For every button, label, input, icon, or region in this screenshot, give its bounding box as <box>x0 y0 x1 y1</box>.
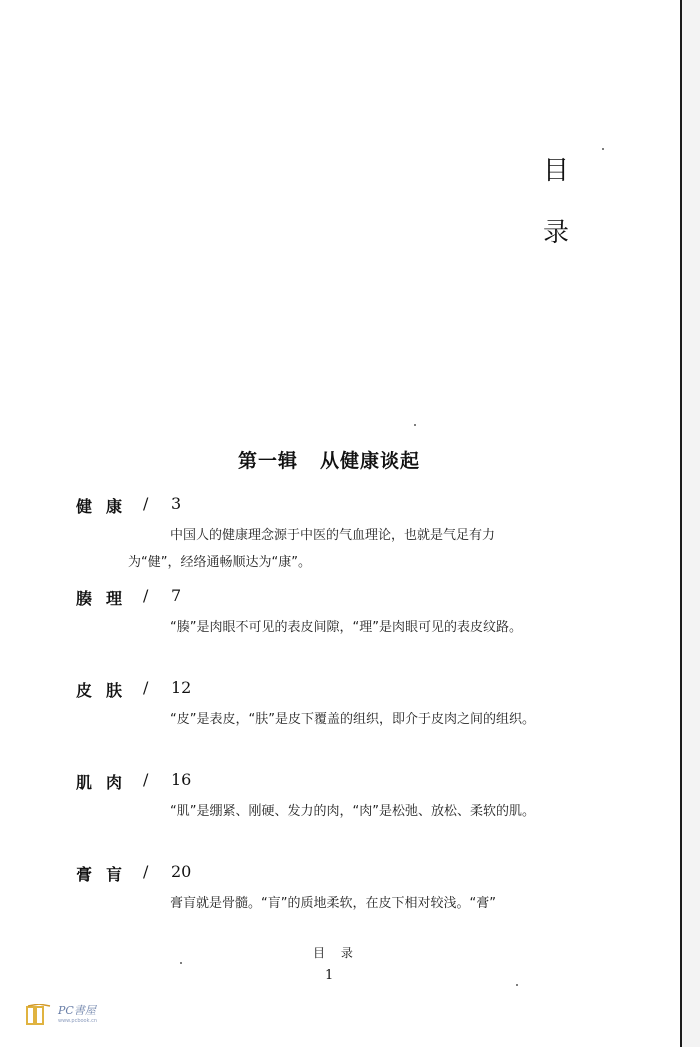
entry-page-number[interactable]: 20 <box>171 862 192 881</box>
page-edge-line <box>680 0 682 1047</box>
entry-title[interactable]: 膏肓 <box>76 865 137 884</box>
entry-description: “肌”是绷紧、刚硬、发力的肉，“肉”是松弛、放松、柔软的肌。 <box>170 804 535 819</box>
entry-page-number[interactable]: 12 <box>171 678 192 697</box>
folio-page-number: 1 <box>325 968 334 983</box>
entry-description: 膏肓就是骨髓。“肓”的质地柔软，在皮下相对较浅。“膏” <box>170 896 496 911</box>
toc-title-char-1: 目 <box>542 156 569 186</box>
entry-description: “皮”是表皮，“肤”是皮下覆盖的组织，即介于皮肉之间的组织。 <box>170 712 535 727</box>
scan-speck <box>180 962 182 964</box>
entry-separator: / <box>143 586 149 605</box>
entry-title[interactable]: 肌肉 <box>76 773 137 792</box>
toc-entry[interactable] <box>76 862 536 917</box>
section-title: 从健康谈起 <box>320 450 421 472</box>
scan-speck <box>516 984 518 986</box>
entry-title[interactable]: 皮肤 <box>76 681 137 700</box>
watermark <box>26 1000 136 1034</box>
toc-entry[interactable] <box>76 586 536 641</box>
section-label: 第一辑 <box>238 450 299 472</box>
page-edge-shadow <box>682 0 700 1047</box>
entry-separator: / <box>143 494 149 513</box>
toc-entry[interactable] <box>76 494 536 576</box>
scan-speck <box>414 424 416 426</box>
entry-description: “腠”是肉眼不可见的表皮间隙，“理”是肉眼可见的表皮纹路。 <box>170 620 522 635</box>
toc-entry[interactable] <box>76 770 536 825</box>
scan-speck <box>602 148 604 150</box>
entry-separator: / <box>143 678 149 697</box>
toc-title-char-2: 录 <box>542 218 569 248</box>
watermark-text: PC書屋 <box>58 1004 96 1017</box>
entry-title[interactable]: 健康 <box>76 497 137 516</box>
running-footer-label: 目 录 <box>313 946 359 960</box>
entry-title[interactable]: 腠理 <box>76 589 137 608</box>
entry-separator: / <box>143 862 149 881</box>
watermark-url: www.pcbook.cn <box>58 1018 98 1024</box>
entry-separator: / <box>143 770 149 789</box>
entry-page-number[interactable]: 16 <box>171 770 192 789</box>
book-logo-icon <box>26 1004 52 1026</box>
entry-page-number[interactable]: 3 <box>171 494 182 513</box>
section-heading <box>238 446 420 473</box>
entry-page-number[interactable]: 7 <box>171 586 182 605</box>
toc-vertical-title <box>538 140 574 264</box>
toc-entry[interactable] <box>76 678 536 733</box>
entry-description: 中国人的健康理念源于中医的气血理论，也就是气足有力为“健”，经络通畅顺达为“康”。 <box>128 528 496 570</box>
